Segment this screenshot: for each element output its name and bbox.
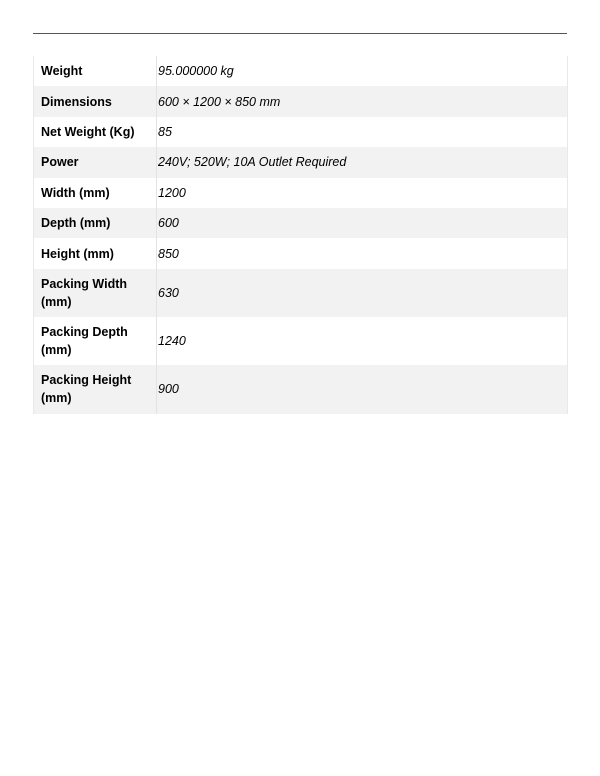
- spec-label: Net Weight (Kg): [34, 117, 157, 147]
- spec-value: 85: [158, 124, 172, 139]
- spec-label: Power: [34, 147, 157, 177]
- spec-label-line: (mm): [41, 391, 72, 406]
- spec-label: [34, 317, 157, 365]
- spec-value: 630: [158, 285, 179, 300]
- spec-row-depth: [34, 208, 568, 238]
- spec-row-dimensions: [34, 86, 568, 116]
- specifications-table: [33, 56, 568, 414]
- spec-label-line: Packing Depth: [41, 325, 128, 340]
- spec-label: [34, 365, 157, 413]
- spec-label: Height (mm): [34, 238, 157, 268]
- spec-row-packing-depth: [34, 317, 568, 365]
- spec-value: 600: [158, 216, 179, 231]
- top-divider: [33, 33, 567, 34]
- spec-row-packing-height: [34, 365, 568, 413]
- spec-value: 1240: [158, 334, 186, 349]
- spec-label: [34, 269, 157, 317]
- spec-label-line: Packing Width: [41, 276, 128, 291]
- spec-value: 1200: [158, 185, 186, 200]
- spec-row-width: [34, 178, 568, 208]
- spec-label-line: (mm): [41, 294, 72, 309]
- spec-row-net-weight: [34, 117, 568, 147]
- spec-value: 850: [158, 246, 179, 261]
- spec-label: Weight: [34, 56, 157, 86]
- spec-row-packing-width: [34, 269, 568, 317]
- spec-label: Depth (mm): [34, 208, 157, 238]
- spec-value: 900: [158, 382, 179, 397]
- spec-value: 95.000000 kg: [158, 64, 234, 79]
- spec-label: Dimensions: [34, 86, 157, 116]
- spec-row-height: [34, 238, 568, 268]
- spec-label-line: Packing Height: [41, 373, 132, 388]
- spec-value: 240V; 520W; 10A Outlet Required: [158, 155, 347, 170]
- spec-label: Width (mm): [34, 178, 157, 208]
- spec-row-weight: [34, 56, 568, 86]
- spec-value: 600 × 1200 × 850 mm: [158, 94, 281, 109]
- spec-row-power: [34, 147, 568, 177]
- spec-label-line: (mm): [41, 343, 72, 358]
